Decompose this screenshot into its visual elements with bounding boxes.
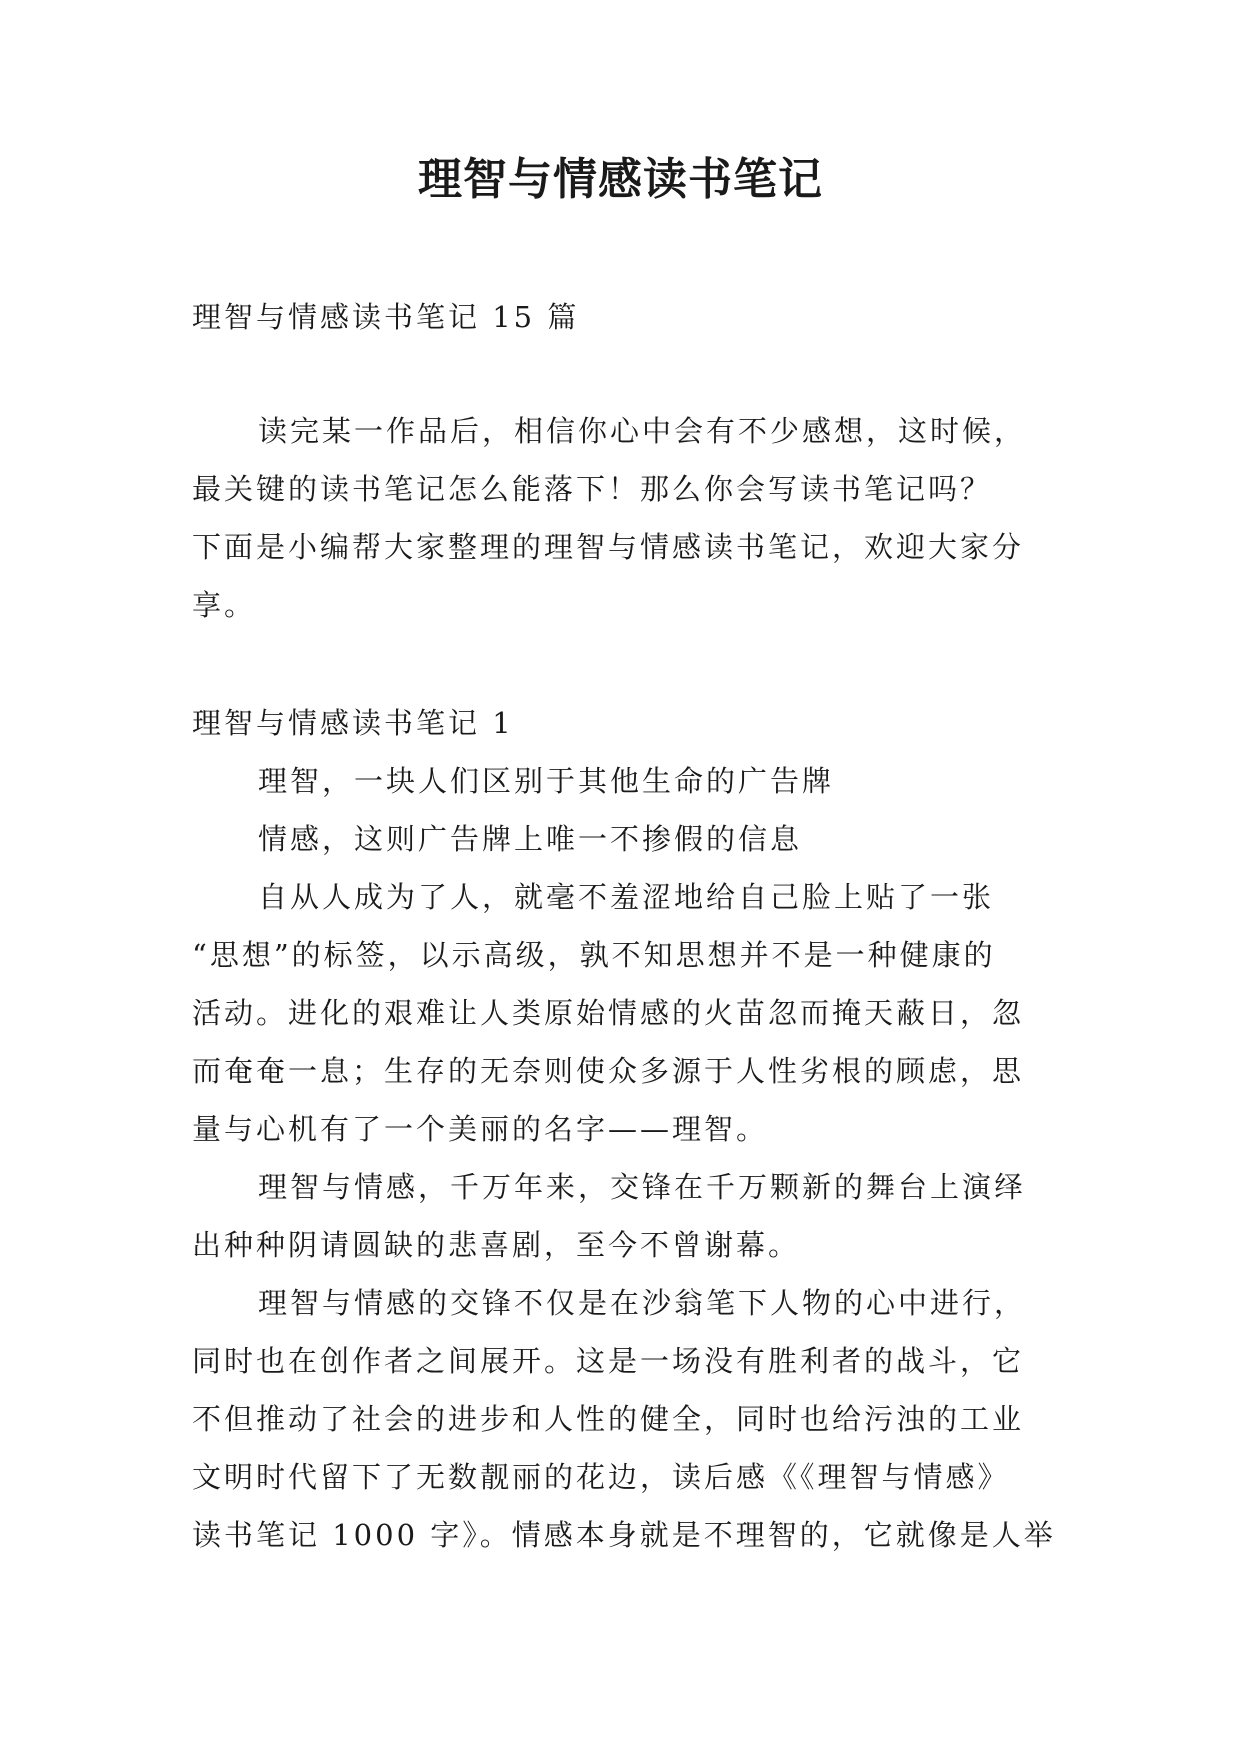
body-line: 理智与情感，千万年来，交锋在千万颗新的舞台上演绎 (258, 1170, 1027, 1204)
document-title: 理智与情感读书笔记 (418, 154, 823, 205)
intro-line: 最关键的读书笔记怎么能落下！那么你会写读书笔记吗？ (192, 472, 993, 506)
body-line: 文明时代留下了无数靓丽的花边，读后感《《理智与情感》 (192, 1460, 1010, 1494)
body-line: 出种种阴请圆缺的悲喜剧，至今不曾谢幕。 (192, 1228, 801, 1262)
body-line: “思想”的标签，以示高级，孰不知思想并不是一种健康的 (192, 938, 996, 972)
body-line: 情感，这则广告牌上唯一不掺假的信息 (258, 822, 803, 856)
body-line: 自从人成为了人，就毫不羞涩地给自己脸上贴了一张 (258, 880, 995, 914)
body-line: 同时也在创作者之间展开。这是一场没有胜利者的战斗，它 (192, 1344, 1025, 1378)
intro-line: 读完某一作品后，相信你心中会有不少感想，这时候， (258, 414, 1027, 448)
document-subtitle: 理智与情感读书笔记 15 篇 (192, 300, 580, 334)
body-line: 量与心机有了一个美丽的名字——理智。 (192, 1112, 769, 1146)
body-line: 不但推动了社会的进步和人性的健全，同时也给污浊的工业 (192, 1402, 1025, 1436)
body-line: 而奄奄一息；生存的无奈则使众多源于人性劣根的顾虑，思 (192, 1054, 1025, 1088)
body-line: 活动。进化的艰难让人类原始情感的火苗忽而掩天蔽日，忽 (192, 996, 1025, 1030)
section-heading: 理智与情感读书笔记 1 (192, 706, 514, 740)
intro-line: 下面是小编帮大家整理的理智与情感读书笔记，欢迎大家分 (192, 530, 1025, 564)
body-line: 理智，一块人们区别于其他生命的广告牌 (258, 764, 835, 798)
body-line: 理智与情感的交锋不仅是在沙翁笔下人物的心中进行， (258, 1286, 1027, 1320)
intro-paragraph (192, 402, 1067, 634)
body-line: 读书笔记 1000 字》。情感本身就是不理智的，它就像是人举 (192, 1518, 1056, 1552)
intro-line: 享。 (192, 588, 257, 622)
section-1 (192, 694, 1067, 1564)
